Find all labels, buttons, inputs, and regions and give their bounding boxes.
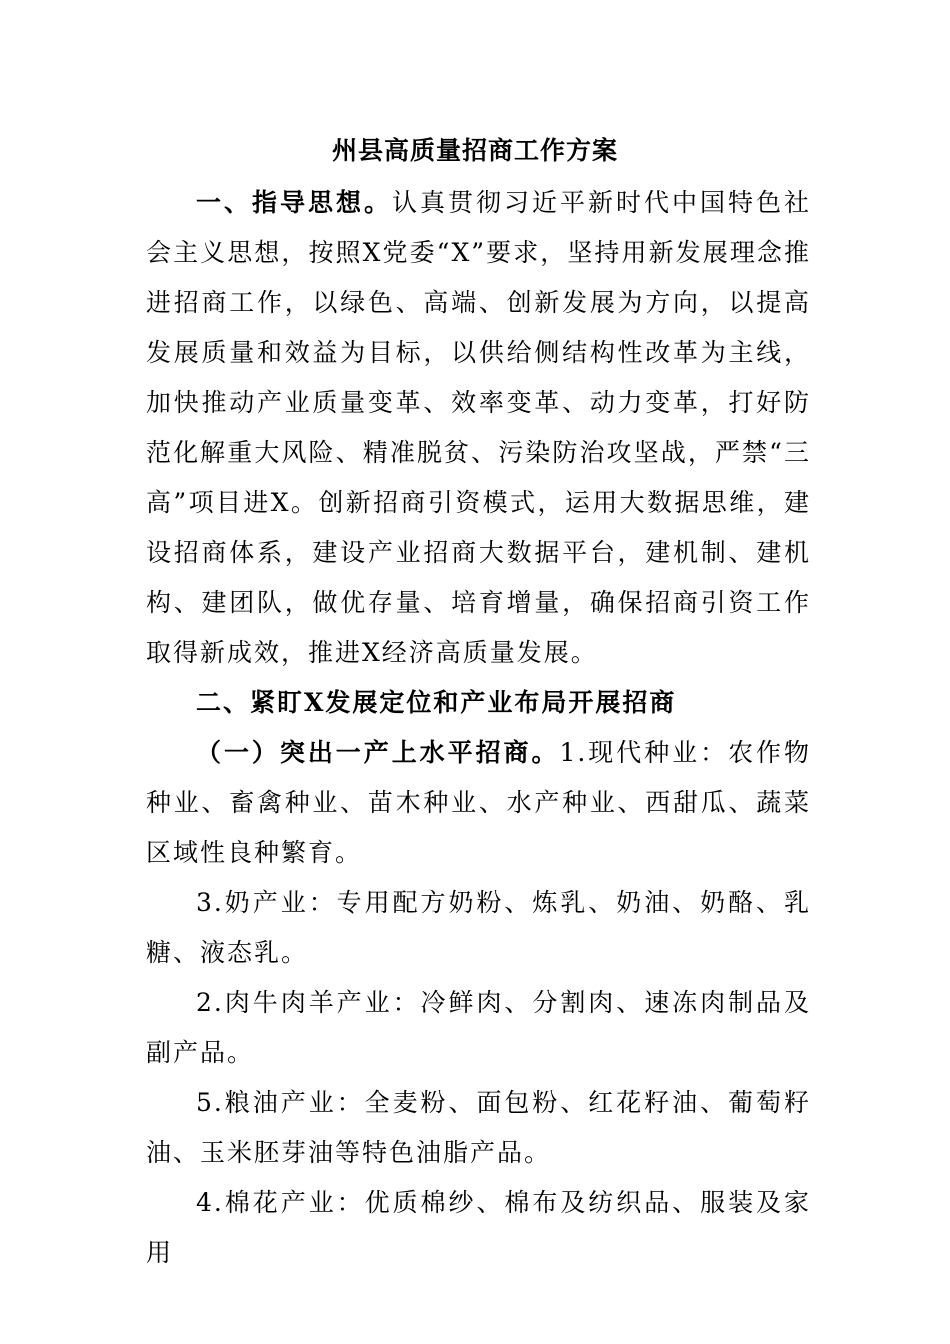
section-heading: 二、紧盯X发展定位和产业布局开展招商	[196, 688, 677, 717]
paragraph-text: 3.奶产业：专用配方奶粉、炼乳、奶油、奶酪、乳糖、液态乳。	[146, 888, 811, 967]
paragraph-cotton	[146, 1178, 811, 1278]
paragraph-dairy	[146, 878, 811, 978]
paragraph-heading: 一、指导思想。	[196, 188, 392, 217]
paragraph-beef-mutton	[146, 978, 811, 1078]
paragraph-grain-oil	[146, 1078, 811, 1178]
paragraph-text: 5.粮油产业：全麦粉、面包粉、红花籽油、葡萄籽油、玉米胚芽油等特色油脂产品。	[146, 1088, 811, 1167]
paragraph-section-two	[146, 678, 811, 728]
paragraph-heading: （一）突出一产上水平招商。	[196, 738, 560, 767]
paragraph-text: 1.现代种业：农作物种业、畜禽种业、苗木种业、水产种业、西甜瓜、蔬菜区域性良种繁育。	[146, 738, 811, 867]
paragraph-primary-industry	[146, 728, 811, 878]
paragraph-text: 认真贯彻习近平新时代中国特色社会主义思想，按照X党委“X”要求，坚持用新发展理念推进招商工作，以绿色、高端、创新发展为方向，以提高发展质量和效益为目标，以供给侧结构性改革为主线，加快推动产业质量变革、效率变革、动力变革，打好防范化解重大风险、精准脱贫、污染防治攻坚战，严禁“三高”项目进X。创新招商引资模式，运用大数据思维，建设招商体系，建设产业招商大数据平台，建机制、建机构、建团队，做优存量、培育增量，确保招商引资工作取得新成效，推进X经济高质量发展。	[146, 188, 811, 667]
paragraph-text: 2.肉牛肉羊产业：冷鲜肉、分割肉、速冻肉制品及副产品。	[146, 988, 811, 1067]
document-title: 州县高质量招商工作方案	[331, 136, 618, 165]
paragraph-guiding-ideology	[146, 178, 811, 678]
document-body	[146, 178, 811, 1278]
paragraph-text: 4.棉花产业：优质棉纱、棉布及纺织品、服装及家用	[146, 1188, 811, 1267]
